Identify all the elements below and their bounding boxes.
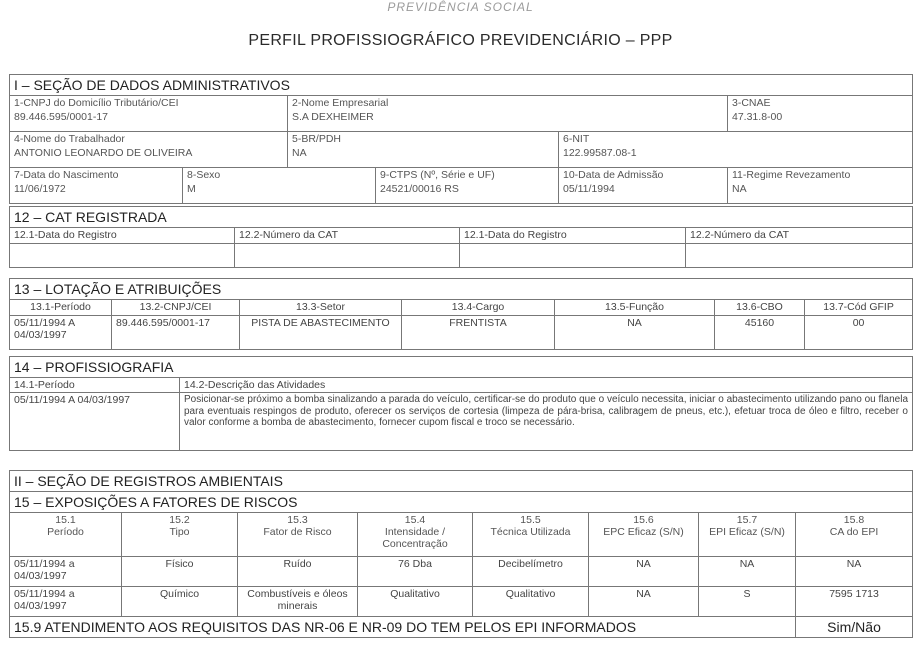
- risk-cell: Combustíveis e óleos minerais: [238, 587, 358, 617]
- nit-value: 122.99587.08-1: [563, 147, 637, 159]
- risk-cell: 05/11/1994 a 04/03/1997: [10, 557, 122, 587]
- risk-header-code: 15.3: [287, 514, 308, 526]
- risk-header-label: EPC Eficaz (S/N): [603, 526, 684, 538]
- cat-number-header-2: 12.2-Número da CAT: [686, 228, 913, 244]
- profiling-description-header: 14.2-Descrição das Atividades: [180, 378, 913, 393]
- cnpj-field: [10, 96, 288, 132]
- allocation-header: 13.4-Cargo: [402, 300, 555, 316]
- profiling-period-header: 14.1-Período: [10, 378, 180, 393]
- risk-header-label: CA do EPI: [829, 526, 879, 538]
- sex-value: M: [187, 183, 196, 195]
- allocation-position: FRENTISTA: [402, 316, 555, 350]
- risk-header: [699, 513, 796, 557]
- nit-label: 6-NIT: [563, 133, 590, 145]
- nr-requirements-title: 15.9 ATENDIMENTO AOS REQUISITOS DAS NR-06 E NR-09 DO TEM PELOS EPI INFORMADOS: [10, 617, 796, 638]
- ctps-field: [376, 168, 559, 204]
- worker-name-value: ANTONIO LEONARDO DE OLIVEIRA: [14, 147, 193, 159]
- section-1-title: I – SEÇÃO DE DADOS ADMINISTRATIVOS: [10, 75, 913, 96]
- risk-cell: 76 Dba: [358, 557, 473, 587]
- risk-cell: Físico: [122, 557, 238, 587]
- risk-header-code: 15.8: [843, 514, 865, 526]
- sex-field: [183, 168, 376, 204]
- allocation-period: 05/11/1994 A 04/03/1997: [10, 316, 112, 350]
- section-13-title: 13 – LOTAÇÃO E ATRIBUIÇÕES: [10, 279, 913, 300]
- yes-no-header: Sim/Não: [796, 617, 913, 638]
- risk-header: [796, 513, 913, 557]
- allocation-header: 13.2-CNPJ/CEI: [112, 300, 240, 316]
- birth-date-field: [10, 168, 183, 204]
- cat-empty-cell: [460, 244, 686, 268]
- risk-header: [358, 513, 473, 557]
- shift-regime-field: [728, 168, 913, 204]
- sex-label: 8-Sexo: [187, 169, 221, 181]
- cat-date-header-2: 12.1-Data do Registro: [460, 228, 686, 244]
- company-name-label: 2-Nome Empresarial: [292, 97, 389, 109]
- agency-header: PREVIDÊNCIA SOCIAL: [387, 0, 534, 14]
- risk-cell: Decibelímetro: [473, 557, 589, 587]
- risk-header-code: 15.4: [404, 514, 426, 526]
- allocation-header: 13.1-Período: [10, 300, 112, 316]
- worker-name-label: 4-Nome do Trabalhador: [14, 133, 125, 145]
- birth-date-value: 11/06/1972: [14, 183, 66, 195]
- risk-header-label: Intensidade / Concentração: [382, 526, 448, 550]
- cat-date-header-1: 12.1-Data do Registro: [10, 228, 235, 244]
- activity-description: Posicionar-se próximo a bomba sinalizando a parada do veículo, certificar-se do produto que o veículo necessita, iniciar o abastecimento utilizando pano ou flanela para eventuais respingos de produto, oferecer os serviços de cortesia (limpeza de pára-brisa, calibragem de pneus, etc.), efetuar troca de óleo e filtro, receber o valor conforme a bomba de abastecimento, fornecer cupom fiscal e troco se necessário.: [180, 393, 913, 451]
- allocation-sector: PISTA DE ABASTECIMENTO: [240, 316, 402, 350]
- admission-date-value: 05/11/1994: [563, 183, 615, 195]
- allocation-cbo: 45160: [715, 316, 805, 350]
- risk-cell: Qualitativo: [473, 587, 589, 617]
- br-pdh-label: 5-BR/PDH: [292, 133, 342, 145]
- cat-empty-cell: [10, 244, 235, 268]
- section-14-title: 14 – PROFISSIOGRAFIA: [10, 357, 913, 378]
- admission-date-field: [559, 168, 728, 204]
- nit-field: [559, 132, 913, 168]
- cat-empty-cell: [235, 244, 460, 268]
- risk-header-label: Período: [47, 526, 84, 538]
- environmental-table: [9, 470, 913, 638]
- cnae-label: 3-CNAE: [732, 97, 771, 109]
- risk-cell: S: [699, 587, 796, 617]
- risk-cell: NA: [796, 557, 913, 587]
- risk-cell: Químico: [122, 587, 238, 617]
- allocation-function: NA: [555, 316, 715, 350]
- risk-cell: 7595 1713: [796, 587, 913, 617]
- cat-empty-cell: [686, 244, 913, 268]
- risk-header: [589, 513, 699, 557]
- risk-header-label: Técnica Utilizada: [490, 526, 571, 538]
- company-name-field: [288, 96, 728, 132]
- shift-regime-value: NA: [732, 183, 747, 195]
- risk-header-code: 15.2: [169, 514, 190, 526]
- allocation-gfip: 00: [805, 316, 913, 350]
- risk-header-code: 15.1: [55, 514, 76, 526]
- document-title: PERFIL PROFISSIOGRÁFICO PREVIDENCIÁRIO – PPP: [248, 32, 673, 49]
- risk-header-label: EPI Eficaz (S/N): [709, 526, 785, 538]
- cat-number-header-1: 12.2-Número da CAT: [235, 228, 460, 244]
- cat-table: [9, 206, 913, 268]
- cnpj-value: 89.446.595/0001-17: [14, 111, 109, 123]
- allocation-header: 13.5-Função: [555, 300, 715, 316]
- cnae-field: [728, 96, 913, 132]
- risk-cell: Qualitativo: [358, 587, 473, 617]
- br-pdh-value: NA: [292, 147, 307, 159]
- allocation-header: 13.6-CBO: [715, 300, 805, 316]
- risk-header-label: Fator de Risco: [263, 526, 332, 538]
- risk-header-label: Tipo: [169, 526, 190, 538]
- allocation-cnpj: 89.446.595/0001-17: [112, 316, 240, 350]
- allocation-header: 13.3-Setor: [240, 300, 402, 316]
- profiling-period: 05/11/1994 A 04/03/1997: [10, 393, 180, 451]
- ctps-value: 24521/00016 RS: [380, 183, 459, 195]
- shift-regime-label: 11-Regime Revezamento: [732, 169, 851, 181]
- risk-cell: NA: [589, 557, 699, 587]
- risk-header-code: 15.7: [736, 514, 758, 526]
- risk-header: [238, 513, 358, 557]
- allocation-table: [9, 278, 913, 350]
- risk-header-code: 15.6: [633, 514, 654, 526]
- risk-cell: NA: [699, 557, 796, 587]
- section-12-title: 12 – CAT REGISTRADA: [10, 207, 913, 228]
- company-name-value: S.A DEXHEIMER: [292, 111, 374, 123]
- risk-header: [10, 513, 122, 557]
- risk-cell: Ruído: [238, 557, 358, 587]
- cnpj-label: 1-CNPJ do Domicílio Tributário/CEI: [14, 97, 179, 109]
- cnae-value: 47.31.8-00: [732, 111, 783, 123]
- profiling-table: [9, 356, 913, 451]
- ctps-label: 9-CTPS (Nº, Série e UF): [380, 169, 495, 181]
- birth-date-label: 7-Data do Nascimento: [14, 169, 119, 181]
- worker-name-field: [10, 132, 288, 168]
- risk-header: [473, 513, 589, 557]
- section-15-title: 15 – EXPOSIÇÕES A FATORES DE RISCOS: [10, 492, 913, 513]
- br-pdh-field: [288, 132, 559, 168]
- risk-cell: 05/11/1994 a 04/03/1997: [10, 587, 122, 617]
- admission-date-label: 10-Data de Admissão: [563, 169, 664, 181]
- risk-header: [122, 513, 238, 557]
- allocation-header: 13.7-Cód GFIP: [805, 300, 913, 316]
- admin-data-table: [9, 74, 913, 204]
- risk-header-code: 15.5: [520, 514, 541, 526]
- risk-cell: NA: [589, 587, 699, 617]
- section-2-title: II – SEÇÃO DE REGISTROS AMBIENTAIS: [10, 471, 913, 492]
